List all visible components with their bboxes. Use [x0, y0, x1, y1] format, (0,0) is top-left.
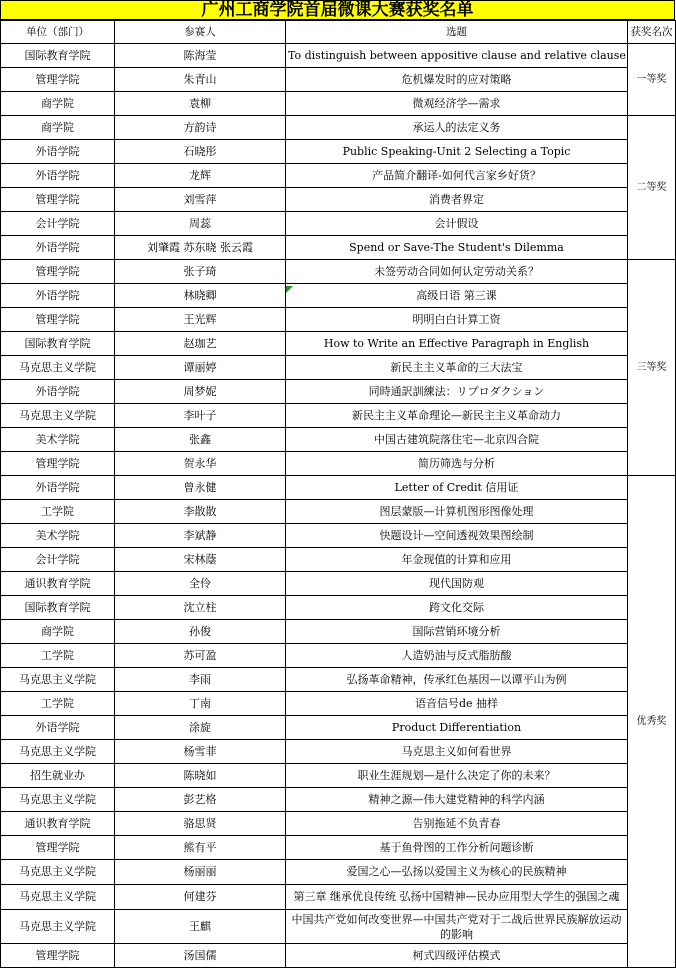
- participant-cell: 林晓卿: [115, 284, 286, 308]
- award-cell: 二等奖: [628, 116, 676, 260]
- unit-cell: 外语学院: [1, 164, 115, 188]
- header-participant: 参赛人: [115, 21, 286, 44]
- unit-cell: 管理学院: [1, 188, 115, 212]
- participant-cell: 陈海莹: [115, 44, 286, 68]
- topic-cell: 简历筛选与分析: [286, 452, 628, 476]
- table-row: [1, 380, 676, 404]
- participant-cell: 苏可盈: [115, 644, 286, 668]
- table-row: [1, 140, 676, 164]
- table-row: [1, 68, 676, 92]
- topic-cell: 告别拖延不负青春: [286, 812, 628, 836]
- table-row: [1, 428, 676, 452]
- award-cell: 优秀奖: [628, 476, 676, 968]
- participant-cell: 周梦妮: [115, 380, 286, 404]
- participant-cell: 石晓彤: [115, 140, 286, 164]
- participant-cell: 熊有平: [115, 836, 286, 860]
- table-row: [1, 716, 676, 740]
- participant-cell: 朱青山: [115, 68, 286, 92]
- table-row: [1, 308, 676, 332]
- participant-cell: 龙辉: [115, 164, 286, 188]
- participant-cell: 全伶: [115, 572, 286, 596]
- topic-cell: Letter of Credit 信用证: [286, 476, 628, 500]
- unit-cell: 商学院: [1, 116, 115, 140]
- participant-cell: 张鑫: [115, 428, 286, 452]
- unit-cell: 外语学院: [1, 380, 115, 404]
- table-row: [1, 188, 676, 212]
- table-row: [1, 92, 676, 116]
- topic-cell: How to Write an Effective Paragraph in English: [286, 332, 628, 356]
- participant-cell: 沈立柱: [115, 596, 286, 620]
- unit-cell: 国际教育学院: [1, 596, 115, 620]
- topic-cell: 危机爆发时的应对策略: [286, 68, 628, 92]
- table-row: [1, 788, 676, 812]
- unit-cell: 外语学院: [1, 716, 115, 740]
- topic-cell: 新民主主义革命理论—新民主主义革命动力: [286, 404, 628, 428]
- participant-cell: 杨丽丽: [115, 860, 286, 885]
- unit-cell: 马克思主义学院: [1, 910, 115, 944]
- topic-cell: 消费者界定: [286, 188, 628, 212]
- table-row: [1, 404, 676, 428]
- table-row: [1, 620, 676, 644]
- topic-cell: 微观经济学—需求: [286, 92, 628, 116]
- participant-cell: 赵珈艺: [115, 332, 286, 356]
- unit-cell: 马克思主义学院: [1, 860, 115, 885]
- participant-cell: 骆思贤: [115, 812, 286, 836]
- unit-cell: 商学院: [1, 92, 115, 116]
- unit-cell: 马克思主义学院: [1, 668, 115, 692]
- participant-cell: 何建芬: [115, 885, 286, 910]
- table-row: [1, 764, 676, 788]
- table-row: [1, 596, 676, 620]
- topic-cell: 爱国之心—弘扬以爱国主义为核心的民族精神: [286, 860, 628, 885]
- unit-cell: 管理学院: [1, 260, 115, 284]
- table-row: [1, 692, 676, 716]
- topic-cell: 弘扬革命精神，传承红色基因—以谭平山为例: [286, 668, 628, 692]
- unit-cell: 马克思主义学院: [1, 788, 115, 812]
- unit-cell: 美术学院: [1, 524, 115, 548]
- table-row: [1, 668, 676, 692]
- topic-cell: 明明白白计算工资: [286, 308, 628, 332]
- participant-cell: 李散散: [115, 500, 286, 524]
- participant-cell: 曾永健: [115, 476, 286, 500]
- topic-cell: 国际营销环境分析: [286, 620, 628, 644]
- topic-cell: 中国共产党如何改变世界—中国共产党对于二战后世界民族解放运动的影响: [286, 910, 628, 944]
- unit-cell: 会计学院: [1, 212, 115, 236]
- unit-cell: 通识教育学院: [1, 812, 115, 836]
- participant-cell: 丁南: [115, 692, 286, 716]
- table-row: [1, 740, 676, 764]
- unit-cell: 马克思主义学院: [1, 404, 115, 428]
- unit-cell: 管理学院: [1, 308, 115, 332]
- topic-cell: Public Speaking-Unit 2 Selecting a Topic: [286, 140, 628, 164]
- cell-comment-marker: [286, 286, 293, 293]
- unit-cell: 马克思主义学院: [1, 740, 115, 764]
- table-row: [1, 236, 676, 260]
- topic-cell: Spend or Save-The Student's Dilemma: [286, 236, 628, 260]
- table-row: [1, 572, 676, 596]
- sheet-title: 广州工商学院首届微课大赛获奖名单: [0, 0, 675, 20]
- award-cell: 一等奖: [628, 44, 676, 116]
- topic-cell: 高级日语 第三课: [286, 284, 628, 308]
- topic-cell: 基于鱼骨图的工作分析问题诊断: [286, 836, 628, 860]
- topic-cell: 新民主主义革命的三大法宝: [286, 356, 628, 380]
- table-row: [1, 812, 676, 836]
- unit-cell: 马克思主义学院: [1, 885, 115, 910]
- table-row: [1, 212, 676, 236]
- table-row: [1, 164, 676, 188]
- award-table: [0, 20, 676, 968]
- participant-cell: 汤国儒: [115, 944, 286, 968]
- unit-cell: 商学院: [1, 620, 115, 644]
- participant-cell: 李斌静: [115, 524, 286, 548]
- table-row: [1, 116, 676, 140]
- topic-cell: 年金现值的计算和应用: [286, 548, 628, 572]
- participant-cell: 李雨: [115, 668, 286, 692]
- topic-cell: 同時通訳訓練法：リプロダクション: [286, 380, 628, 404]
- table-row: [1, 452, 676, 476]
- unit-cell: 美术学院: [1, 428, 115, 452]
- unit-cell: 外语学院: [1, 236, 115, 260]
- table-row: [1, 885, 676, 910]
- header-unit: 单位（部门）: [1, 21, 115, 44]
- participant-cell: 刘雪萍: [115, 188, 286, 212]
- table-row: [1, 356, 676, 380]
- participant-cell: 杨雪菲: [115, 740, 286, 764]
- topic-cell: 会计假设: [286, 212, 628, 236]
- participant-cell: 谭丽婷: [115, 356, 286, 380]
- topic-cell: Product Differentiation: [286, 716, 628, 740]
- unit-cell: 工学院: [1, 644, 115, 668]
- unit-cell: 工学院: [1, 692, 115, 716]
- topic-cell: 图层蒙版—计算机图形图像处理: [286, 500, 628, 524]
- participant-cell: 袁柳: [115, 92, 286, 116]
- header-topic: 选题: [286, 21, 628, 44]
- unit-cell: 招生就业办: [1, 764, 115, 788]
- participant-cell: 王麒: [115, 910, 286, 944]
- table-row: [1, 476, 676, 500]
- header-row: [1, 21, 676, 44]
- unit-cell: 工学院: [1, 500, 115, 524]
- topic-cell: 柯式四级评估模式: [286, 944, 628, 968]
- topic-cell: 跨文化交际: [286, 596, 628, 620]
- unit-cell: 马克思主义学院: [1, 356, 115, 380]
- participant-cell: 陈晓如: [115, 764, 286, 788]
- table-row: [1, 644, 676, 668]
- table-row: [1, 284, 676, 308]
- unit-cell: 管理学院: [1, 836, 115, 860]
- table-row: [1, 44, 676, 68]
- unit-cell: 国际教育学院: [1, 332, 115, 356]
- participant-cell: 方韵诗: [115, 116, 286, 140]
- unit-cell: 管理学院: [1, 944, 115, 968]
- table-row: [1, 836, 676, 860]
- participant-cell: 刘肇霞 苏东晓 张云霞: [115, 236, 286, 260]
- participant-cell: 张子琦: [115, 260, 286, 284]
- participant-cell: 王光辉: [115, 308, 286, 332]
- unit-cell: 国际教育学院: [1, 44, 115, 68]
- topic-cell: 第三章 继承优良传统 弘扬中国精神—民办应用型大学生的强国之魂: [286, 885, 628, 910]
- topic-cell: 承运人的法定义务: [286, 116, 628, 140]
- award-table-body: [1, 21, 676, 968]
- participant-cell: 宋林蔭: [115, 548, 286, 572]
- unit-cell: 管理学院: [1, 68, 115, 92]
- topic-cell: 现代国防观: [286, 572, 628, 596]
- topic-cell: 中国古建筑院落住宅—北京四合院: [286, 428, 628, 452]
- topic-cell: 未签劳动合同如何认定劳动关系？: [286, 260, 628, 284]
- unit-cell: 外语学院: [1, 476, 115, 500]
- participant-cell: 涂旋: [115, 716, 286, 740]
- unit-cell: 外语学院: [1, 284, 115, 308]
- topic-cell: 产品简介翻译-如何代言家乡好货？: [286, 164, 628, 188]
- table-row: [1, 332, 676, 356]
- participant-cell: 彭艺格: [115, 788, 286, 812]
- participant-cell: 李叶子: [115, 404, 286, 428]
- topic-cell: 人造奶油与反式脂肪酸: [286, 644, 628, 668]
- unit-cell: 会计学院: [1, 548, 115, 572]
- table-row: [1, 944, 676, 968]
- table-row: [1, 860, 676, 885]
- unit-cell: 外语学院: [1, 140, 115, 164]
- topic-cell: 快题设计—空间透视效果图绘制: [286, 524, 628, 548]
- topic-cell: To distinguish between appositive clause and relative clause: [286, 44, 628, 68]
- table-row: [1, 260, 676, 284]
- table-row: [1, 500, 676, 524]
- topic-cell: 马克思主义如何看世界: [286, 740, 628, 764]
- participant-cell: 贺永华: [115, 452, 286, 476]
- unit-cell: 管理学院: [1, 452, 115, 476]
- participant-cell: 孙俊: [115, 620, 286, 644]
- topic-cell: 语音信号de 抽样: [286, 692, 628, 716]
- topic-cell: 精神之源—伟大建党精神的科学内涵: [286, 788, 628, 812]
- unit-cell: 通识教育学院: [1, 572, 115, 596]
- award-cell: 三等奖: [628, 260, 676, 476]
- topic-cell: 职业生涯规划—是什么决定了你的未来？: [286, 764, 628, 788]
- table-row: [1, 548, 676, 572]
- table-row: [1, 524, 676, 548]
- table-row: [1, 910, 676, 944]
- participant-cell: 周蕊: [115, 212, 286, 236]
- header-award: 获奖名次: [628, 21, 676, 44]
